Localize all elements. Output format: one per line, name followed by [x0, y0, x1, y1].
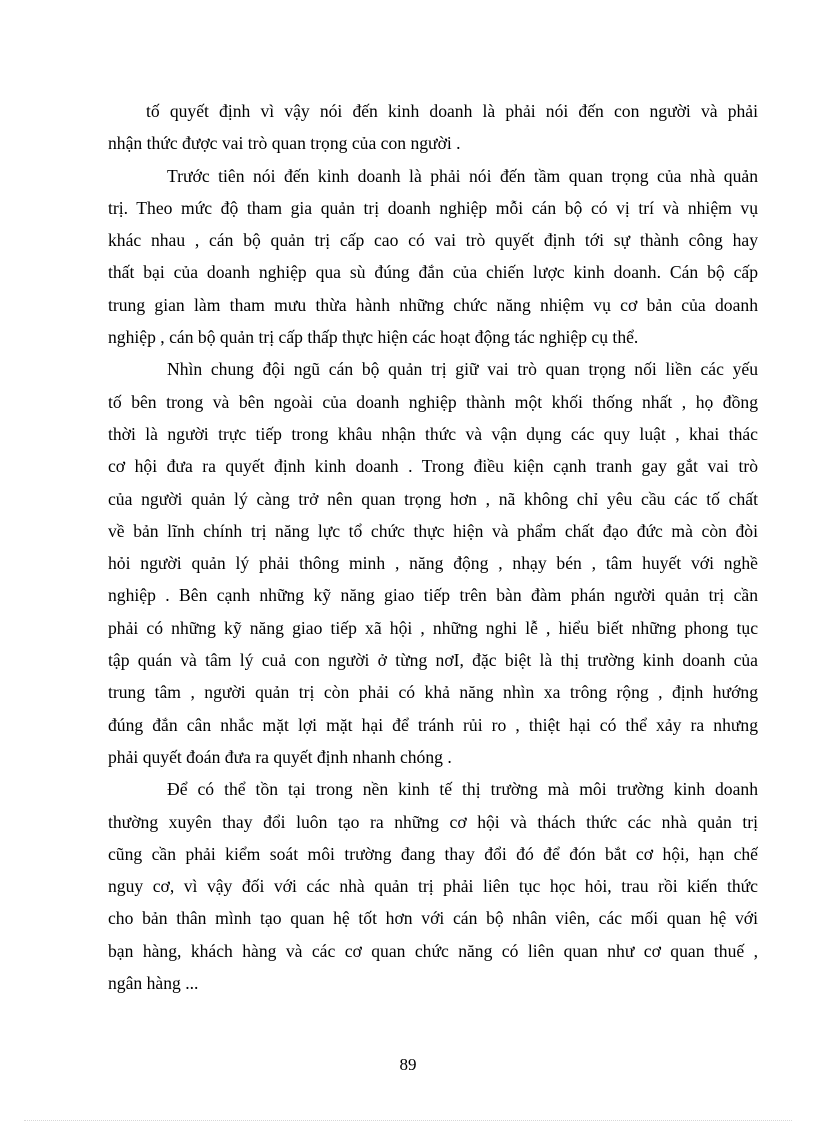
- text-line: bạn hàng, khách hàng và các cơ quan chức năng có liên quan như cơ quan thuế ,: [108, 940, 758, 961]
- text-line: tập quán và tâm lý cuả con người ở từng nơI, đặc biệt là thị trường kinh doanh của: [108, 650, 758, 671]
- text-line: về bản lĩnh chính trị năng lực tổ chức thực hiện và phẩm chất đạo đức mà còn đòi: [108, 520, 758, 541]
- text-line: Trước tiên nói đến kinh doanh là phải nói đến tầm quan trọng của nhà quản: [167, 165, 758, 186]
- text-line: nghiệp , cán bộ quản trị cấp thấp thực hiện các hoạt động tác nghiệp cụ thể.: [108, 327, 639, 348]
- text-line: thất bại của doanh nghiệp qua sù đúng đắn của chiến lược kinh doanh. Cán bộ cấp: [108, 262, 758, 283]
- text-line: cho bản thân mình tạo quan hệ tốt hơn với cán bộ nhân viên, các mối quan hệ với: [108, 908, 758, 929]
- text-line: Để có thể tồn tại trong nền kinh tế thị trường mà môi trường kinh doanh: [167, 779, 758, 800]
- text-line: phải quyết đoán đưa ra quyết định nhanh chóng .: [108, 746, 452, 767]
- text-line: khác nhau , cán bộ quản trị cấp cao có vai trò quyết định tới sự thành công hay: [108, 230, 758, 251]
- text-line: tố bên trong và bên ngoài của doanh nghiệp thành một khối thống nhất , họ đồng: [108, 391, 758, 412]
- text-line: cũng cần phải kiểm soát môi trường đang thay đổi đó để đón bắt cơ hội, hạn chế: [108, 843, 758, 864]
- text-line: trị. Theo mức độ tham gia quản trị doanh nghiệp mỗi cán bộ có vị trí và nhiệm vụ: [108, 197, 758, 218]
- text-line: Nhìn chung đội ngũ cán bộ quản trị giữ vai trò quan trọng nối liền các yếu: [167, 359, 758, 380]
- text-line: nhận thức được vai trò quan trọng của con người .: [108, 133, 461, 154]
- text-line: nghiệp . Bên cạnh những kỹ năng giao tiếp trên bàn đàm phán người quản trị cần: [108, 585, 758, 606]
- text-line: thường xuyên thay đổi luôn tạo ra những cơ hội và thách thức các nhà quản trị: [108, 811, 758, 832]
- text-line: cơ hội đưa ra quyết định kinh doanh . Trong điều kiện cạnh tranh gay gắt vai trò: [108, 456, 758, 477]
- body-text: [108, 95, 758, 999]
- text-line: trung gian làm tham mưu thừa hành những chức năng nhiệm vụ cơ bản của doanh: [108, 294, 758, 315]
- text-line: đúng đắn cân nhắc mặt lợi mặt hại để tránh rủi ro , thiệt hại có thể xảy ra nhưng: [108, 714, 758, 735]
- footer-divider: [24, 1120, 792, 1121]
- text-line: nguy cơ, vì vậy đối với các nhà quản trị phải liên tục học hỏi, trau rồi kiến thức: [108, 876, 758, 897]
- text-line: hỏi người quản lý phải thông minh , năng động , nhạy bén , tâm huyết với nghề: [108, 553, 758, 574]
- text-line: thời là người trực tiếp trong khâu nhận thức và vận dụng các quy luật , khai thác: [108, 423, 758, 444]
- page-number: 89: [399, 1055, 417, 1074]
- text-line: phải có những kỹ năng giao tiếp xã hội , những nghi lễ , hiểu biết những phong tục: [108, 617, 758, 638]
- text-line: ngân hàng ...: [108, 973, 199, 994]
- text-line: trung tâm , người quản trị còn phải có khả năng nhìn xa trông rộng , định hướng: [108, 682, 758, 703]
- text-line: của người quản lý càng trở nên quan trọng hơn , nã không chỉ yêu cầu các tố chất: [108, 488, 758, 509]
- text-line: tố quyết định vì vậy nói đến kinh doanh là phải nói đến con người và phải: [146, 101, 758, 121]
